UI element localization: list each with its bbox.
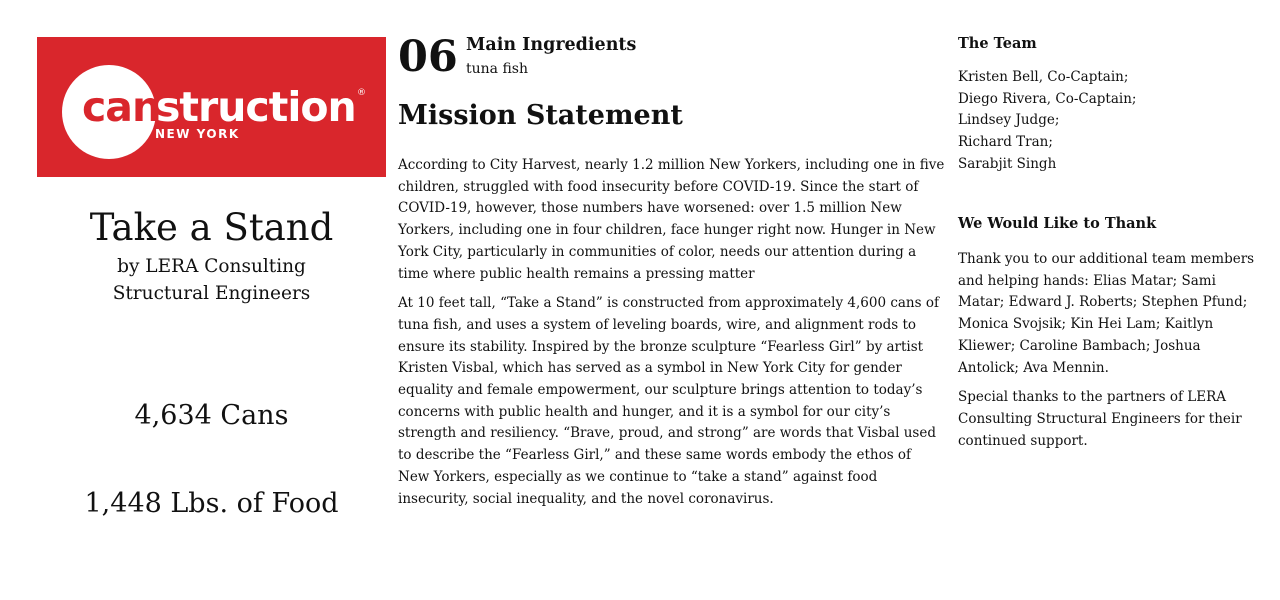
mission-paragraph-1: According to City Harvest, nearly 1.2 million New Yorkers, including one in five children, struggled with food insecurity before COVID-19. Since the start of COVID-19, however, those numbers have worsened: over 1.5 million New Yorkers, including one in four children, face hunger right now. Hunger in New York City, particularly in communities of color, needs our attention during a time where public health remains a pressing matter xyxy=(398,157,945,282)
ingredients-value: tuna fish xyxy=(466,61,528,77)
mission-paragraph-2: At 10 feet tall, “Take a Stand” is constructed from approximately 4,600 cans of tuna fish, and uses a system of leveling boards, wire, and alignment rods to ensure its stability. Inspired by the bronze sculpture “Fearless Girl” by artist Kristen Visbal, which has served as a symbol in New York City for gender equality and female empowerment, our sculpture brings attention to today’s concerns with public health and hunger, and it is a symbol for our city’s strength and resiliency. “Brave, proud, and strong” are words that Visbal used to describe the “Fearless Girl,” and these same words embody the ethos of New Yorkers, especially as we continue to “take a stand” against food insecurity, social inequality, and the novel coronavirus. xyxy=(398,295,939,507)
project-title: Take a Stand xyxy=(89,206,334,249)
thanks-heading: We Would Like to Thank xyxy=(958,215,1157,232)
food-weight: 1,448 Lbs. of Food xyxy=(84,488,339,519)
team-member: Richard Tran; xyxy=(958,134,1053,151)
registered-mark: ® xyxy=(357,88,366,98)
mission-title: Mission Statement xyxy=(398,100,683,131)
team-member: Lindsey Judge; xyxy=(958,112,1060,129)
team-member: Diego Rivera, Co-Captain; xyxy=(958,90,1137,107)
team-member: Kristen Bell, Co-Captain; xyxy=(958,69,1129,85)
logo-word-can: can xyxy=(82,83,161,131)
byline-line-2: Structural Engineers xyxy=(112,283,311,304)
entry-number: 06 xyxy=(398,32,458,82)
thanks-body xyxy=(958,249,1258,460)
logo-word-struction: struction xyxy=(156,83,356,131)
thanks-paragraph-2: Special thanks to the partners of LERA Consulting Structural Engineers for their continued support. xyxy=(958,389,1242,449)
project-byline xyxy=(37,253,386,307)
canstruction-logo xyxy=(37,37,386,177)
logo-city: NEW YORK xyxy=(155,127,240,141)
team-member: Sarabjit Singh xyxy=(958,155,1057,172)
ingredients-label: Main Ingredients xyxy=(466,35,637,55)
can-count: 4,634 Cans xyxy=(134,400,289,431)
thanks-paragraph-1: Thank you to our additional team members and helping hands: Elias Matar; Sami Matar; Edward J. Roberts; Stephen Pfund; Monica Svojsik; Kin Hei Lam; Kaitlyn Kliewer; Caroline Bambach; Joshua Antolick; Ava Mennin. xyxy=(958,251,1255,376)
team-list xyxy=(958,67,1258,176)
team-heading: The Team xyxy=(958,35,1037,52)
mission-statement xyxy=(398,155,946,518)
byline-line-1: by LERA Consulting xyxy=(117,256,306,277)
